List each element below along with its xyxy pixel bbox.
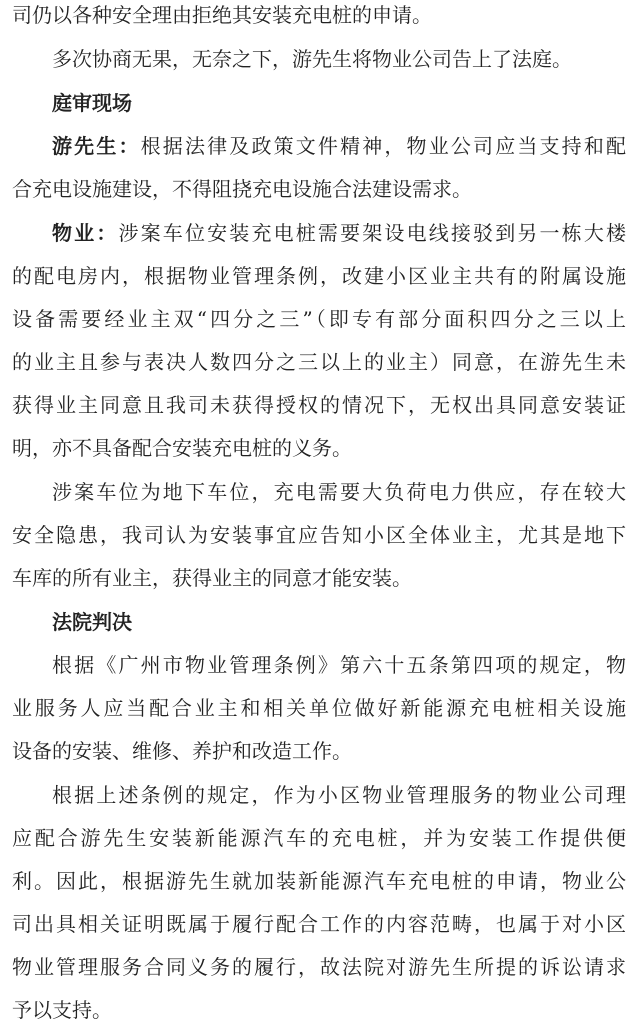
paragraph-line: 利。因此，根据游先生就加装新能源汽车充电桩的申请，物业公 bbox=[12, 869, 626, 893]
speaker-label-property: 物业： bbox=[52, 221, 119, 245]
paragraph-line: 明，亦不具备配合安装充电桩的义务。 bbox=[12, 436, 352, 460]
paragraph-line: 司出具相关证明既属于履行配合工作的内容范畴，也属于对小区 bbox=[12, 912, 626, 936]
paragraph-text: 根据法律及政策文件精神，物业公司应当支持和配 bbox=[140, 134, 627, 158]
paragraph-line: 予以支持。 bbox=[12, 998, 112, 1022]
paragraph-line: 物业管理服务合同义务的履行，故法院对游先生所提的诉讼请求 bbox=[12, 955, 626, 979]
section-heading-judgment: 法院判决 bbox=[52, 610, 132, 634]
paragraph-line bbox=[52, 218, 626, 248]
paragraph-line bbox=[52, 131, 626, 161]
speaker-label-plaintiff: 游先生： bbox=[52, 134, 141, 158]
paragraph-line: 应配合游先生安装新能源汽车的充电桩，并为安装工作提供便 bbox=[12, 826, 626, 850]
paragraph-line: 多次协商无果，无奈之下，游先生将物业公司告上了法庭。 bbox=[52, 47, 572, 71]
paragraph-line: 设备需要经业主双“四分之三”（即专有部分面积四分之三以上 bbox=[12, 307, 626, 331]
paragraph-line: 根据《广州市物业管理条例》第六十五条第四项的规定，物 bbox=[52, 653, 626, 677]
paragraph-line: 司仍以各种安全理由拒绝其安装充电桩的申请。 bbox=[12, 3, 432, 27]
paragraph-line: 获得业主同意且我司未获得授权的情况下，无权出具同意安装证 bbox=[12, 393, 626, 417]
paragraph-line: 涉案车位为地下车位，充电需要大负荷电力供应，存在较大 bbox=[52, 480, 626, 504]
paragraph-text: 涉案车位安装充电桩需要架设电线接驳到另一栋大楼 bbox=[118, 221, 627, 245]
paragraph-line: 的配电房内，根据物业管理条例，改建小区业主共有的附属设施 bbox=[12, 264, 626, 288]
paragraph-line: 安全隐患，我司认为安装事宜应告知小区全体业主，尤其是地下 bbox=[12, 523, 626, 547]
paragraph-line: 根据上述条例的规定，作为小区物业管理服务的物业公司理 bbox=[52, 783, 626, 807]
section-heading-trial: 庭审现场 bbox=[52, 91, 132, 115]
paragraph-line: 设备的安装、维修、养护和改造工作。 bbox=[12, 739, 352, 763]
paragraph-line: 车库的所有业主，获得业主的同意才能安装。 bbox=[12, 566, 412, 590]
paragraph-line: 合充电设施建设，不得阻挠充电设施合法建设需求。 bbox=[12, 177, 472, 201]
paragraph-line: 的业主且参与表决人数四分之三以上的业主）同意，在游先生未 bbox=[12, 350, 626, 374]
paragraph-line: 业服务人应当配合业主和相关单位做好新能源充电桩相关设施 bbox=[12, 696, 626, 720]
